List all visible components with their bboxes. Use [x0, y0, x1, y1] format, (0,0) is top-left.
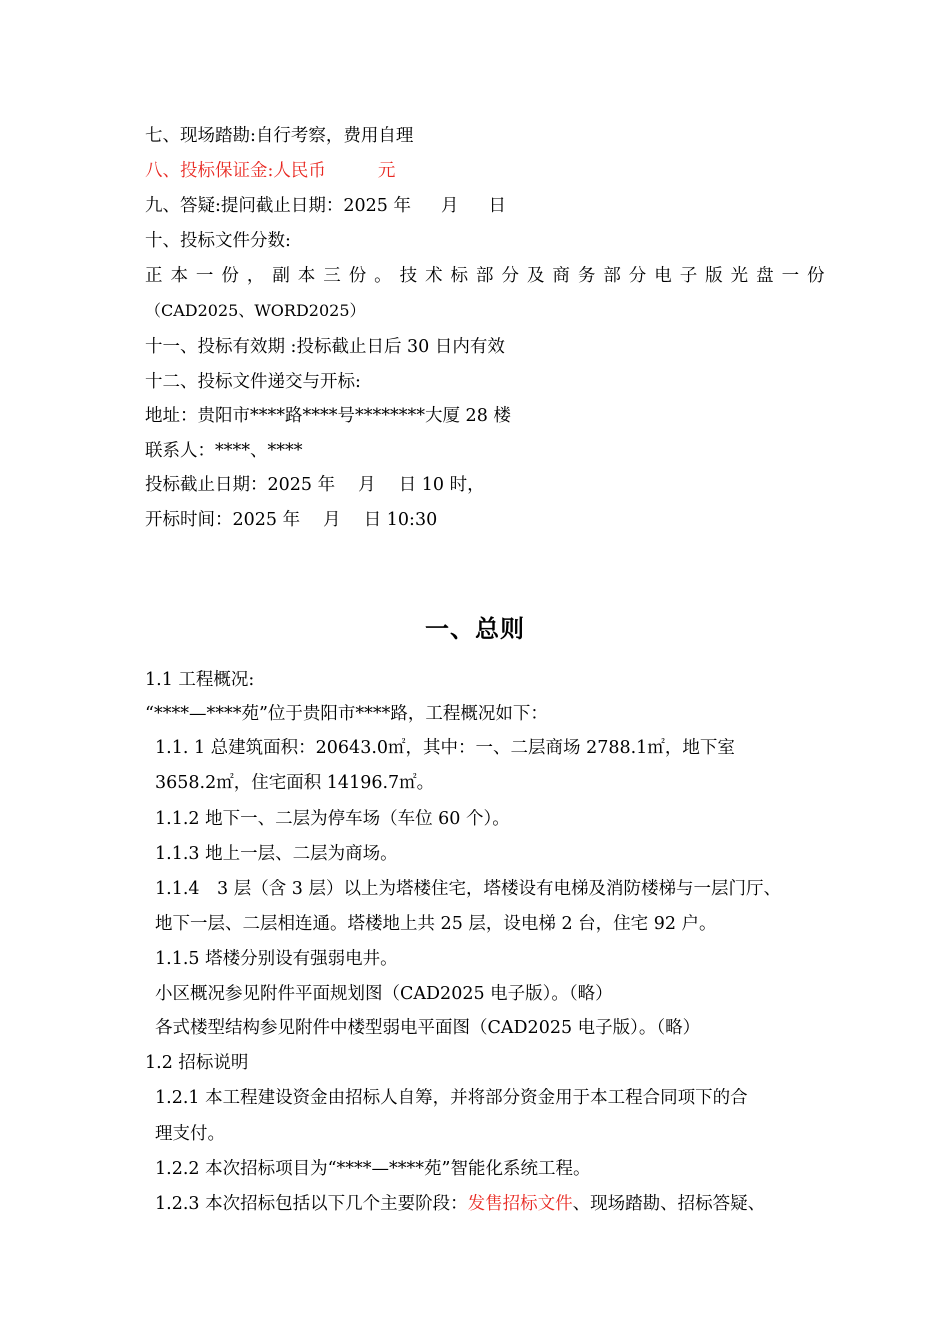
- item-1-1-3: 1.1.3 地上一层、二层为商场。: [155, 844, 398, 864]
- item-1-2-3: [155, 1192, 765, 1216]
- section-7-site-visit: [145, 124, 413, 148]
- section-1-1-intro: “****—****苑”位于贵阳市****路，工程概况如下：: [145, 704, 548, 724]
- section-12-title: 十二、投标文件递交与开标:: [145, 372, 361, 392]
- item-1-2-2: 1.2.2 本次招标项目为“****—****苑”智能化系统工程。: [155, 1159, 591, 1179]
- item-1-1-1-line1: 1.1. 1 总建筑面积：20643.0㎡，其中：一、二层商场 2788.1㎡，地下室: [155, 738, 735, 758]
- section-1-2-title: 1.2 招标说明: [145, 1053, 249, 1073]
- section-12-contact: 联系人：****、****: [145, 441, 303, 461]
- item-1-1-1-line2: 3658.2㎡，住宅面积 14196.7㎡。: [155, 773, 435, 793]
- section-8-unit: 元: [377, 161, 396, 181]
- section-9-month: 月: [441, 196, 459, 216]
- chapter-title: 一、总则: [425, 615, 525, 643]
- section-12-address: 地址：贵阳市****路****号********大厦 28 楼: [145, 406, 511, 426]
- item-1-2-3-prefix: 1.2.3 本次招标包括以下几个主要阶段：: [155, 1194, 468, 1214]
- section-10-line2: （CAD2025、WORD2025）: [145, 301, 366, 320]
- section-7-label: 七、现场踏勘:: [145, 126, 256, 146]
- section-9-text: 九、答疑:提问截止日期：2025 年: [145, 196, 411, 216]
- section-7-value: 自行考察，费用自理: [255, 126, 414, 146]
- section-12-opening: 开标时间：2025 年 月 日 10:30: [145, 510, 438, 530]
- section-1-1-title: 1.1 工程概况:: [145, 670, 255, 690]
- item-1-1-2: 1.1.2 地下一、二层为停车场（车位 60 个）。: [155, 809, 510, 829]
- item-1-2-1-line2: 理支付。: [155, 1124, 225, 1144]
- section-12-deadline: 投标截止日期：2025 年 月 日 10 时，: [145, 475, 485, 495]
- section-8-text: 八、投标保证金:人民币: [145, 161, 326, 181]
- section-9-qa: [145, 194, 506, 218]
- item-1-2-3-highlight: 发售招标文件: [467, 1194, 573, 1214]
- item-1-1-4-line1: 1.1.4 3 层（含 3 层）以上为塔楼住宅，塔楼设有电梯及消防楼梯与一层门厅、: [155, 879, 781, 899]
- section-9-day: 日: [488, 196, 506, 216]
- section-10-title: 十、投标文件分数:: [145, 231, 291, 251]
- note-site-plan: 小区概况参见附件平面规划图（CAD2025 电子版）。（略）: [155, 984, 613, 1004]
- section-8-bid-bond: [145, 159, 395, 183]
- section-11-validity: 十一、投标有效期 :投标截止日后 30 日内有效: [145, 337, 505, 357]
- item-1-2-1-line1: 1.2.1 本工程建设资金由招标人自筹，并将部分资金用于本工程合同项下的合: [155, 1088, 748, 1108]
- item-1-2-3-suffix: 、现场踏勘、招标答疑、: [572, 1194, 766, 1214]
- section-10-line1: 正 本 一 份 ， 副 本 三 份 。 技 术 标 部 分 及 商 务 部 分 电 子 版 光 盘 一 份: [145, 266, 826, 286]
- item-1-1-5: 1.1.5 塔楼分别设有强弱电井。: [155, 949, 398, 969]
- note-floor-plan: 各式楼型结构参见附件中楼型弱电平面图（CAD2025 电子版）。（略）: [155, 1018, 701, 1038]
- item-1-1-4-line2: 地下一层、二层相连通。塔楼地上共 25 层，设电梯 2 台，住宅 92 户。: [155, 914, 717, 934]
